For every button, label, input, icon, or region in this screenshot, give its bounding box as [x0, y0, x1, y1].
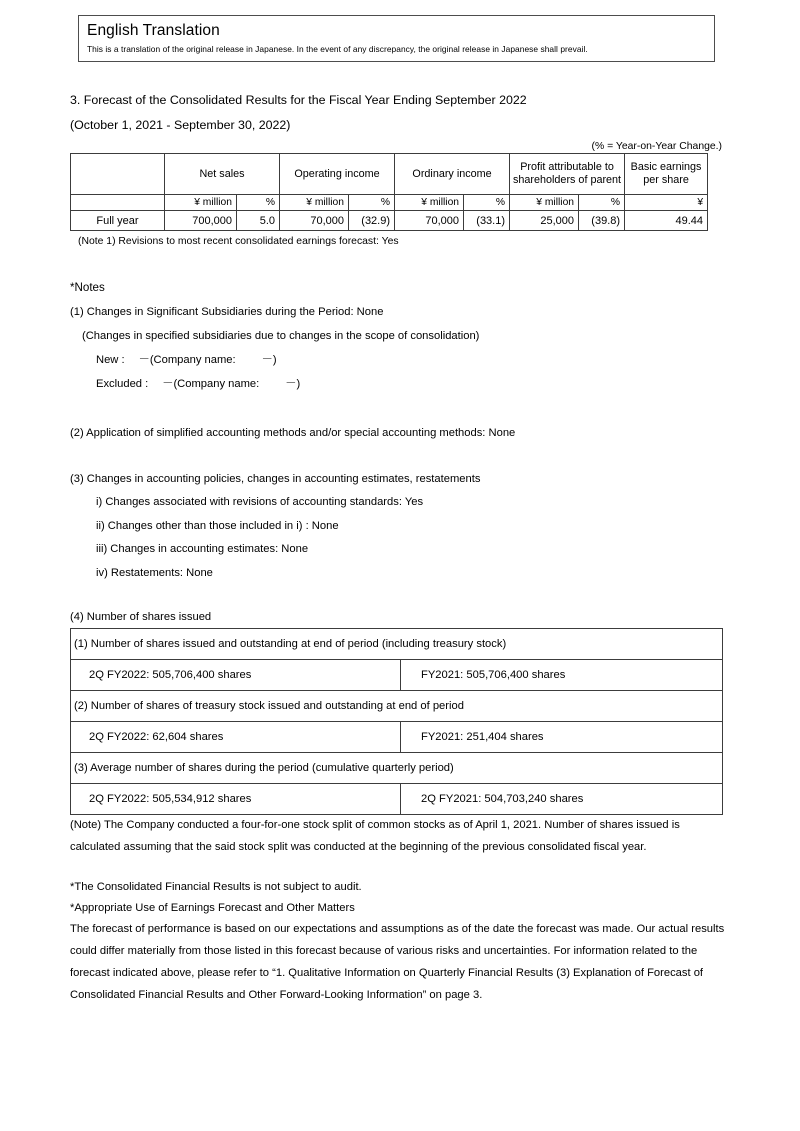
notes-item-3-i: i) Changes associated with revisions of accounting standards: Yes	[96, 496, 424, 508]
new-dash: －	[138, 354, 150, 366]
shares-value-3-left: 2Q FY2022: 505,534,912 shares	[71, 784, 401, 815]
forecast-value-ordinary-income: 70,000	[395, 211, 464, 231]
forecast-header-profit-attributable: Profit attributable to shareholders of parent	[510, 154, 625, 195]
shares-header-1: (1) Number of shares issued and outstanding at end of period (including treasury stock)	[71, 629, 723, 660]
excluded-dash-close: －)	[285, 378, 301, 390]
new-dash-close: －)	[261, 354, 277, 366]
notes-item-2: (2) Application of simplified accounting methods and/or special accounting methods: None	[70, 427, 516, 439]
shares-data-row-3	[71, 784, 723, 815]
appropriate-use-title: *Appropriate Use of Earnings Forecast and Other Matters	[70, 902, 355, 914]
shares-value-2-left: 2Q FY2022: 62,604 shares	[71, 722, 401, 753]
notes-item-1-excluded-row	[96, 377, 300, 392]
forecast-header-basic-eps: Basic earnings per share	[625, 154, 708, 195]
notes-item-3-ii: ii) Changes other than those included in i) : None	[96, 520, 339, 532]
section-heading-line2: (October 1, 2021 - September 30, 2022)	[70, 118, 291, 132]
forecast-unit-basic-eps: ¥	[625, 195, 708, 211]
forecast-value-net-sales: 700,000	[165, 211, 237, 231]
banner-title: English Translation	[87, 22, 220, 39]
shares-value-3-right: 2Q FY2021: 504,703,240 shares	[401, 784, 723, 815]
notes-item-1-sub: (Changes in specified subsidiaries due to changes in the scope of consolidation)	[82, 330, 480, 342]
forecast-table	[70, 153, 708, 231]
forecast-unit-operating-income: ¥ million	[280, 195, 349, 211]
shares-header-row-1	[71, 629, 723, 660]
forecast-value-basic-eps: 49.44	[625, 211, 708, 231]
notes-item-1: (1) Changes in Significant Subsidiaries during the Period: None	[70, 306, 384, 318]
excluded-label: Excluded :	[96, 378, 149, 390]
forecast-unit-blank	[71, 195, 165, 211]
forecast-table-note: (Note 1) Revisions to most recent consolidated earnings forecast: Yes	[78, 236, 399, 247]
notes-item-1-new-row	[96, 353, 277, 368]
forecast-unit-net-sales: ¥ million	[165, 195, 237, 211]
notes-item-4: (4) Number of shares issued	[70, 611, 212, 623]
forecast-disclaimer: The forecast of performance is based on our expectations and assumptions as of the date the forecast was made. Our actual results could differ materially from those listed in this forecast because of various risks and uncertainties. For information related to the forecast indicated above, please refer to “1. Qualitative Information on Quarterly Financial Results (3) Explanation of Forecast of Consolidated Financial Results and Other Forward-Looking Information” on page 3.	[70, 923, 725, 1001]
shares-issued-table	[70, 628, 723, 815]
forecast-value-profit-attributable-pct: (39.8)	[579, 211, 625, 231]
shares-data-row-1	[71, 660, 723, 691]
shares-header-row-2	[71, 691, 723, 722]
shares-data-row-2	[71, 722, 723, 753]
excluded-dash: －	[162, 378, 174, 390]
notes-item-3-iii: iii) Changes in accounting estimates: None	[96, 543, 309, 555]
forecast-header-net-sales: Net sales	[165, 154, 280, 195]
forecast-unit-row	[71, 195, 708, 211]
forecast-value-ordinary-income-pct: (33.1)	[464, 211, 510, 231]
forecast-unit-operating-income-pct: %	[349, 195, 395, 211]
forecast-value-net-sales-pct: 5.0	[237, 211, 280, 231]
forecast-unit-profit-attributable-pct: %	[579, 195, 625, 211]
shares-value-1-right: FY2021: 505,706,400 shares	[401, 660, 723, 691]
shares-value-1-left: 2Q FY2022: 505,706,400 shares	[71, 660, 401, 691]
new-label: New :	[96, 354, 125, 366]
shares-header-3: (3) Average number of shares during the period (cumulative quarterly period)	[71, 753, 723, 784]
section-heading-line1: 3. Forecast of the Consolidated Results for the Fiscal Year Ending September 2022	[70, 93, 527, 107]
forecast-data-row-full-year	[71, 211, 708, 231]
forecast-value-profit-attributable: 25,000	[510, 211, 579, 231]
shares-header-row-3	[71, 753, 723, 784]
forecast-unit-profit-attributable: ¥ million	[510, 195, 579, 211]
year-on-year-note: (% = Year-on-Year Change.)	[591, 141, 722, 152]
stock-split-note: (Note) The Company conducted a four-for-one stock split of common stocks as of April 1, 2021. Number of shares issued is calculated assuming that the said stock split was conducted at the beginning of the previous consolidated fiscal year.	[70, 819, 680, 853]
forecast-corner-cell	[71, 154, 165, 195]
notes-title: *Notes	[70, 281, 105, 294]
forecast-row-label: Full year	[71, 211, 165, 231]
forecast-header-operating-income: Operating income	[280, 154, 395, 195]
forecast-unit-net-sales-pct: %	[237, 195, 280, 211]
forecast-unit-ordinary-income-pct: %	[464, 195, 510, 211]
english-translation-banner	[78, 15, 715, 62]
notes-item-3-iv: iv) Restatements: None	[96, 567, 213, 579]
shares-header-2: (2) Number of shares of treasury stock issued and outstanding at end of period	[71, 691, 723, 722]
excluded-company-label: (Company name:	[173, 378, 260, 390]
forecast-group-header-row	[71, 154, 708, 195]
new-company-label: (Company name:	[149, 354, 236, 366]
banner-subtitle: This is a translation of the original release in Japanese. In the event of any discrepancy, the original release in Japanese shall prevail.	[87, 44, 588, 54]
forecast-value-operating-income-pct: (32.9)	[349, 211, 395, 231]
shares-value-2-right: FY2021: 251,404 shares	[401, 722, 723, 753]
forecast-unit-ordinary-income: ¥ million	[395, 195, 464, 211]
forecast-header-ordinary-income: Ordinary income	[395, 154, 510, 195]
audit-note: *The Consolidated Financial Results is not subject to audit.	[70, 881, 362, 893]
forecast-value-operating-income: 70,000	[280, 211, 349, 231]
notes-item-3: (3) Changes in accounting policies, changes in accounting estimates, restatements	[70, 473, 481, 485]
